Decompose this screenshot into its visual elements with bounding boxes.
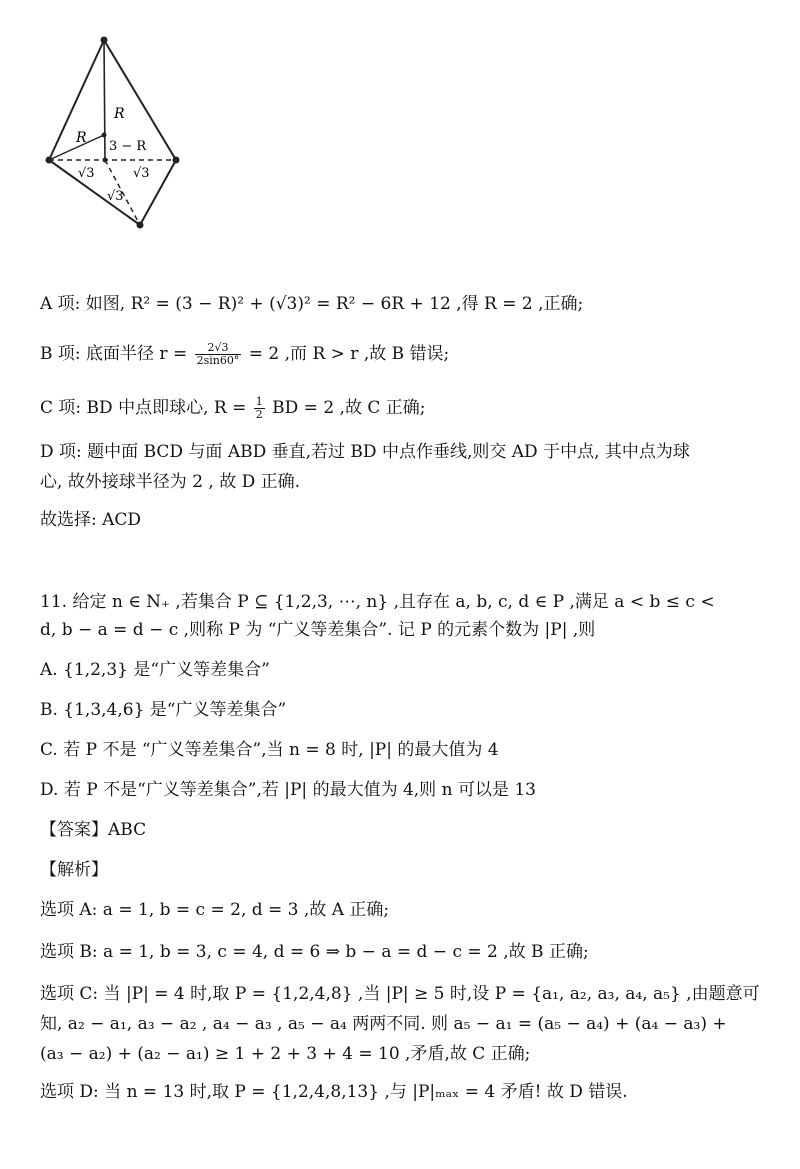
fraction-half [254, 396, 265, 421]
solution-line-d1: D 项: 题中面 BCD 与面 ABD 垂直,若过 BD 中点作垂线,则交 AD 于中点, 其中点为球 [40, 442, 690, 462]
option-a: A. {1,2,3} 是“广义等差集合” [40, 660, 270, 680]
solution-b-suffix: = 2 ,而 R > r ,故 B 错误; [248, 344, 450, 364]
fraction-half-denominator: 2 [255, 408, 263, 421]
sphere-center [102, 133, 107, 138]
label-r-upper: R [114, 106, 125, 122]
tetrahedron-diagram [40, 30, 200, 230]
vertex-right [173, 157, 180, 164]
analysis-option-c-line3: (a₃ − a₂) + (a₂ − a₁) ≥ 1 + 2 + 3 + 4 = 10 ,矛盾,故 C 正确; [40, 1044, 531, 1064]
label-3-minus-r: 3 − R [109, 139, 147, 154]
vertex-apex [101, 37, 108, 44]
vertex-left [46, 157, 53, 164]
option-b: B. {1,3,4,6} 是“广义等差集合” [40, 700, 287, 720]
question-11-stem-line1: 11. 给定 n ∈ N₊ ,若集合 P ⊆ {1,2,3, ⋯, n} ,且存在 a, b, c, d ∈ P ,满足 a < b ≤ c < [40, 592, 715, 612]
analysis-option-b: 选项 B: a = 1, b = 3, c = 4, d = 6 ⇒ b − a = d − c = 2 ,故 B 正确; [40, 942, 589, 962]
analysis-option-c-line1: 选项 C: 当 |P| = 4 时,取 P = {1,2,4,8} ,当 |P| ≥ 5 时,设 P = {a₁, a₂, a₃, a₄, a₅} ,由题意可 [40, 984, 760, 1004]
fraction-numerator: 2√3 [195, 342, 242, 355]
solution-c-suffix: BD = 2 ,故 C 正确; [272, 398, 426, 418]
solution-line-d2: 心, 故外接球半径为 2 , 故 D 正确. [40, 472, 301, 492]
analysis-option-d: 选项 D: 当 n = 13 时,取 P = {1,2,4,8,13} ,与 |P|ₘₐₓ = 4 矛盾! 故 D 错误. [40, 1082, 628, 1102]
label-r-left: R [76, 130, 87, 146]
analysis-option-a: 选项 A: a = 1, b = c = 2, d = 3 ,故 A 正确; [40, 900, 390, 920]
solution-choice: 故选择: ACD [40, 510, 142, 530]
solution-line-c [40, 396, 425, 421]
label-sqrt3-left: √3 [78, 166, 95, 181]
tetrahedron-figure [40, 30, 200, 230]
vertex-bottom [137, 222, 144, 229]
height-line [104, 40, 105, 160]
analysis-label: 【解析】 [40, 860, 108, 880]
analysis-option-c-line2: 知, a₂ − a₁, a₃ − a₂ , a₄ − a₃ , a₅ − a₄ 两两不同. 则 a₅ − a₁ = (a₅ − a₄) + (a₄ − a₃) + [40, 1014, 727, 1034]
option-d: D. 若 P 不是“广义等差集合”,若 |P| 的最大值为 4,则 n 可以是 13 [40, 780, 536, 800]
label-sqrt3-bottom: √3 [107, 189, 124, 204]
base-center [103, 158, 108, 163]
fraction-base-radius [195, 342, 242, 367]
question-11-stem-line2: d, b − a = d − c ,则称 P 为 “广义等差集合”. 记 P 的元素个数为 |P| ,则 [40, 620, 596, 640]
solution-line-b [40, 342, 449, 367]
solution-line-a: A 项: 如图, R² = (3 − R)² + (√3)² = R² − 6R + 12 ,得 R = 2 ,正确; [40, 294, 584, 314]
solution-b-prefix: B 项: 底面半径 r = [40, 344, 188, 364]
fraction-half-numerator: 1 [255, 395, 263, 408]
solution-c-prefix: C 项: BD 中点即球心, R = [40, 398, 247, 418]
label-sqrt3-right: √3 [133, 166, 150, 181]
option-c: C. 若 P 不是 “广义等差集合”,当 n = 8 时, |P| 的最大值为 4 [40, 740, 499, 760]
answer-label: 【答案】ABC [40, 820, 147, 840]
fraction-denominator: 2sin60° [196, 354, 240, 367]
